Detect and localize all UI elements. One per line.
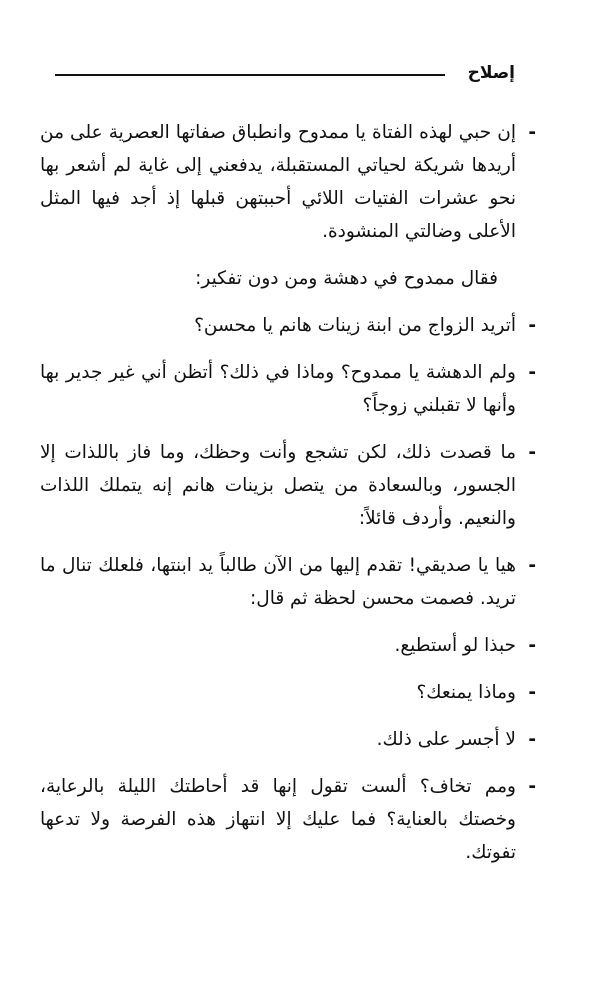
dialogue-paragraph xyxy=(40,436,536,535)
dialogue-dash: - xyxy=(528,362,536,383)
dialogue-paragraph xyxy=(40,356,536,422)
paragraph-text: هيا يا صديقي! تقدم إليها من الآن طالباً يد ابنتها، فلعلك تنال ما تريد. فصمت محسن لحظة ثم قال: xyxy=(40,555,516,609)
dialogue-dash: - xyxy=(528,315,536,336)
dialogue-paragraph xyxy=(40,309,536,342)
dialogue-paragraph xyxy=(40,723,536,756)
header-rule xyxy=(55,74,445,76)
page-body xyxy=(40,116,536,883)
dialogue-paragraph xyxy=(40,629,536,662)
paragraph-text: أتريد الزواج من ابنة زينات هانم يا محسن؟ xyxy=(194,315,516,336)
paragraph-text: لا أجسر على ذلك. xyxy=(376,729,516,750)
dialogue-dash: - xyxy=(528,442,536,463)
dialogue-dash: - xyxy=(528,776,536,797)
dialogue-paragraph xyxy=(40,549,536,615)
dialogue-dash: - xyxy=(528,682,536,703)
dialogue-dash: - xyxy=(528,635,536,656)
paragraph-text: حبذا لو أستطيع. xyxy=(394,635,516,656)
paragraph-text: إن حبي لهذه الفتاة يا ممدوح وانطباق صفاتها العصرية على من أريدها شريكة لحياتي المستقبلة، يدفعني إلى غاية لم أشعر بها نحو عشرات الفتيات اللائي أحببتهن قبلها إذ أجد فيها المثل الأعلى وضالتي المنشودة. xyxy=(40,122,516,242)
dialogue-paragraph xyxy=(40,676,536,709)
paragraph-text: فقال ممدوح في دهشة ومن دون تفكير: xyxy=(195,268,498,289)
paragraph-text: وماذا يمنعك؟ xyxy=(416,682,516,703)
chapter-title: إصلاح xyxy=(467,63,515,83)
paragraph-text: ولم الدهشة يا ممدوح؟ وماذا في ذلك؟ أتظن أني غير جدير بها وأنها لا تقبلني زوجاً؟ xyxy=(40,362,516,416)
running-header xyxy=(55,58,515,88)
dialogue-dash: - xyxy=(528,729,536,750)
dialogue-dash: - xyxy=(528,555,536,576)
dialogue-dash: - xyxy=(528,122,536,143)
dialogue-paragraph xyxy=(40,770,536,869)
paragraph-text: ما قصدت ذلك، لكن تشجع وأنت وحظك، وما فاز باللذات إلا الجسور، وبالسعادة من يتصل بزينات هانم إنه يتملك اللذات والنعيم. وأردف قائلاً: xyxy=(40,442,516,529)
dialogue-paragraph xyxy=(40,116,536,248)
narration-paragraph xyxy=(40,262,536,295)
paragraph-text: ومم تخاف؟ ألست تقول إنها قد أحاطتك الليلة بالرعاية، وخصتك بالعناية؟ فما عليك إلا انتهاز هذه الفرصة ولا تدعها تفوتك. xyxy=(40,776,516,863)
